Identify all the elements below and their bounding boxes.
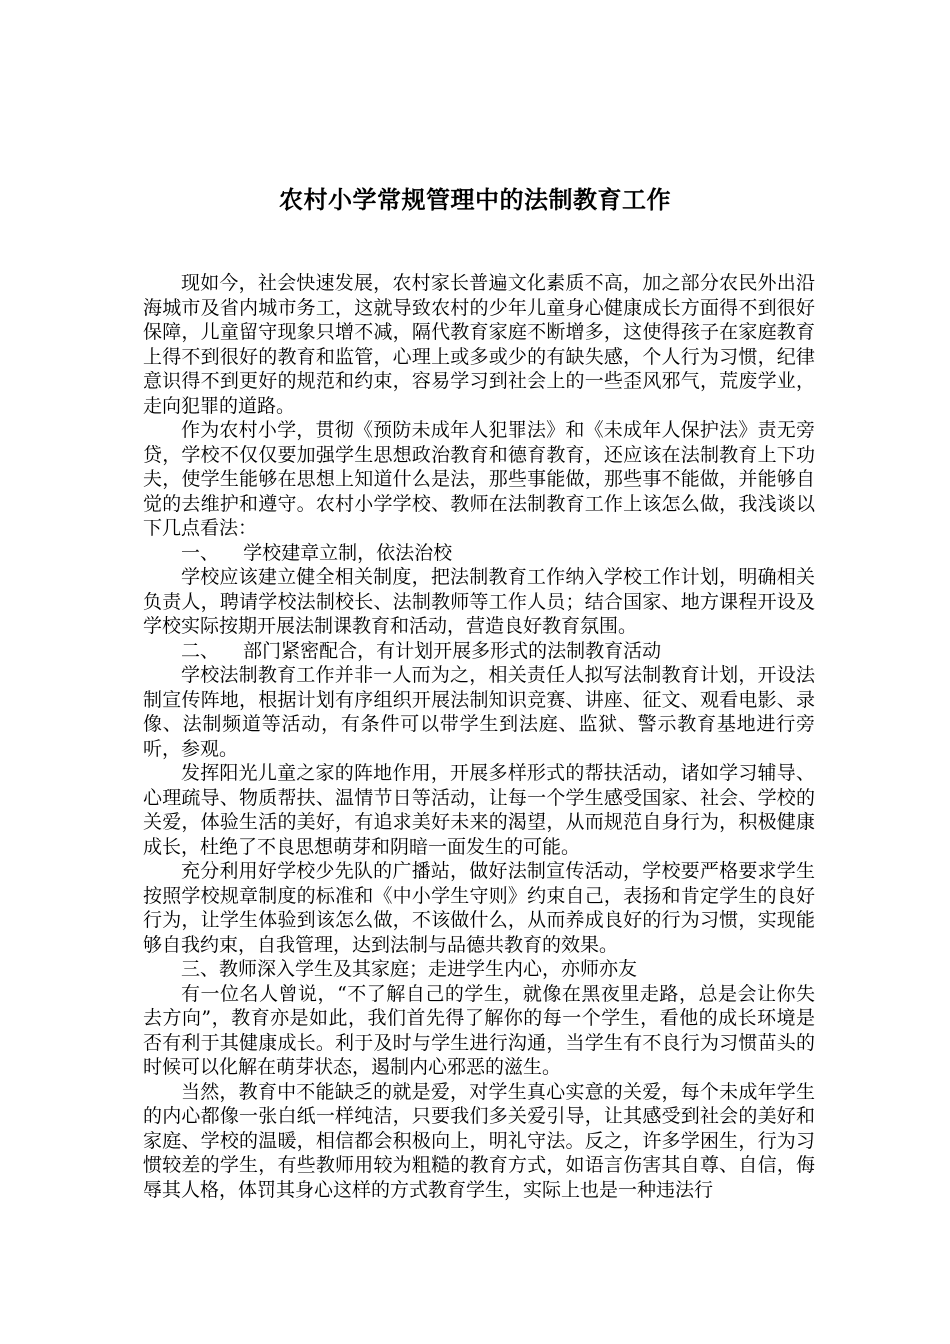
document-title: 农村小学常规管理中的法制教育工作 (279, 186, 671, 214)
section-heading-3: 三、教师深入学生及其家庭；走进学生内心，亦师亦友 (181, 958, 638, 980)
document-body (143, 271, 815, 1202)
section-heading-1: 一、 学校建章立制，依法治校 (181, 541, 453, 564)
paragraph-section-2a: 学校法制教育工作并非一人而为之，相关责任人拟写法制教育计划，开设法制宣传阵地，根据计划有序组织开展法制知识竞赛、讲座、征文、观看电影、录像、法制频道等活动，有条件可以带学生到法庭、监狱、警示教育基地进行旁听，参观。 (143, 664, 815, 760)
paragraph-section-2c: 充分利用好学校少先队的广播站，做好法制宣传活动，学校要严格要求学生按照学校规章制度的标准和《中小学生守则》约束自己，表扬和肯定学生的良好行为，让学生体验到该怎么做，不该做什么，从而养成良好的行为习惯，实现能够自我约束，自我管理，达到法制与品德共教育的效果。 (143, 860, 815, 956)
paragraph-section-2b: 发挥阳光儿童之家的阵地作用，开展多样形式的帮扶活动，诸如学习辅导、心理疏导、物质帮扶、温情节日等活动，让每一个学生感受国家、社会、学校的关爱，体验生活的美好，有追求美好未来的渴望，从而规范自身行为，积极健康成长，杜绝了不良思想萌芽和阴暗一面发生的可能。 (143, 762, 815, 858)
paragraph-section-3a: 有一位名人曾说，“不了解自己的学生，就像在黑夜里走路，总是会让你失去方向”，教育亦是如此，我们首先得了解你的每一个学生，看他的成长环境是否有利于其健康成长。利于及时与学生进行沟通，当学生有不良行为习惯苗头的时候可以化解在萌芽状态，遏制内心邪恶的滋生。 (143, 982, 815, 1078)
paragraph-intro: 现如今，社会快速发展，农村家长普遍文化素质不高，加之部分农民外出沿海城市及省内城市务工，这就导致农村的少年儿童身心健康成长方面得不到很好保障，儿童留守现象只增不减，隔代教育家庭不断增多，这使得孩子在家庭教育上得不到很好的教育和监管，心理上或多或少的有缺失感，个人行为习惯，纪律意识得不到更好的规范和约束，容易学习到社会上的一些歪风邪气，荒废学业，走向犯罪的道路。 (143, 272, 815, 417)
paragraph-section-3b: 当然，教育中不能缺乏的就是爱，对学生真心实意的关爱，每个未成年学生的内心都像一张白纸一样纯洁，只要我们多关爱引导，让其感受到社会的美好和家庭、学校的温暖，相信都会积极向上，明礼守法。反之，许多学困生，行为习惯较差的学生，有些教师用较为粗糙的教育方式，如语言伤害其自尊、自信，侮辱其人格，体罚其身心这样的方式教育学生，实际上也是一种违法行 (143, 1080, 815, 1201)
section-heading-2: 二、 部门紧密配合，有计划开展多形式的法制教育活动 (181, 639, 662, 662)
paragraph-section-1: 学校应该建立健全相关制度，把法制教育工作纳入学校工作计划，明确相关负责人，聘请学校法制校长、法制教师等工作人员；结合国家、地方课程开设及学校实际按期开展法制课教育和活动，营造良好教育氛围。 (143, 566, 815, 637)
paragraph-rural-school: 作为农村小学，贯彻《预防未成年人犯罪法》和《未成年人保护法》责无旁贷，学校不仅仅要加强学生思想政治教育和德育教育，还应该在法制教育上下功夫，使学生能够在思想上知道什么是法，那些事能做，那些事不能做，并能够自觉的去维护和遵守。农村小学学校、教师在法制教育工作上该怎么做，我浅谈以下几点看法： (143, 419, 815, 539)
